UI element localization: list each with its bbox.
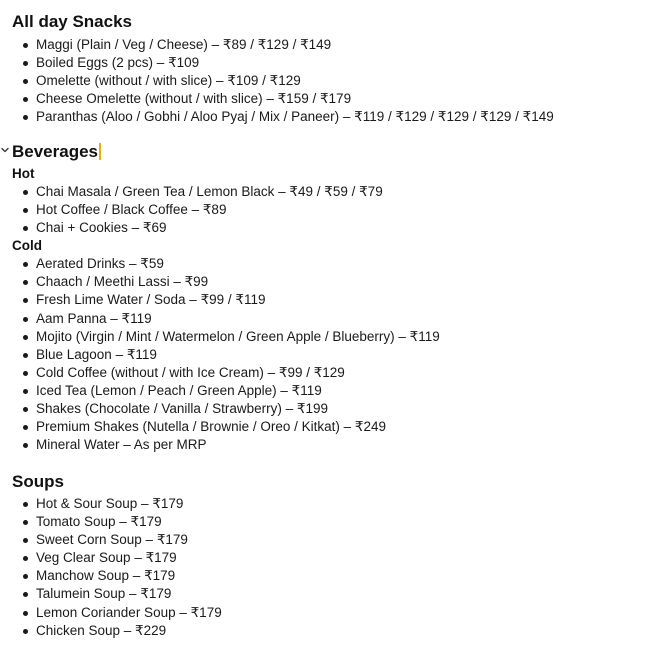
list-item[interactable] <box>12 400 642 418</box>
list-item-text: Talumein Soup – ₹179 <box>36 586 172 602</box>
bullet-dot-icon <box>23 298 28 303</box>
list-item[interactable] <box>12 255 642 273</box>
list-item-text: Mineral Water – As per MRP <box>36 437 207 453</box>
list-item[interactable] <box>12 549 642 567</box>
list-item[interactable] <box>12 273 642 291</box>
list-item-text: Chaach / Meethi Lassi – ₹99 <box>36 274 209 290</box>
list-item-text: Chicken Soup – ₹229 <box>36 622 167 638</box>
list-item-text: Boiled Eggs (2 pcs) – ₹109 <box>36 55 200 71</box>
bullet-dot-icon <box>23 79 28 84</box>
list-item-text: Chai Masala / Green Tea / Lemon Black – ₹49 / ₹59 / ₹79 <box>36 184 383 199</box>
list-item-text: Maggi (Plain / Veg / Cheese) – ₹89 / ₹129 / ₹149 <box>36 37 332 52</box>
chevron-down-icon[interactable] <box>1 146 9 154</box>
list-item-text: Chai + Cookies – ₹69 <box>36 220 167 236</box>
list-item-text: Lemon Coriander Soup – ₹179 <box>36 604 222 620</box>
list-item[interactable] <box>12 622 642 640</box>
section-soups <box>12 472 642 640</box>
list-hot-beverages <box>12 183 642 237</box>
list-item[interactable] <box>12 436 642 454</box>
list-item-text: Premium Shakes (Nutella / Brownie / Oreo / Kitkat) – ₹249 <box>36 419 386 435</box>
list-item[interactable] <box>12 513 642 531</box>
list-item[interactable] <box>12 585 642 603</box>
list-item[interactable] <box>12 201 642 219</box>
list-soups <box>12 495 642 640</box>
section-title-beverages-label: Beverages <box>12 142 99 161</box>
list-item-text: Manchow Soup – ₹179 <box>36 568 176 584</box>
list-item-text: Blue Lagoon – ₹119 <box>36 346 157 362</box>
bullet-dot-icon <box>23 97 28 102</box>
list-item[interactable] <box>12 604 642 622</box>
list-item[interactable] <box>12 183 642 201</box>
list-item-text: Sweet Corn Soup – ₹179 <box>36 532 188 548</box>
list-item[interactable] <box>12 364 642 382</box>
bullet-dot-icon <box>23 226 28 231</box>
bullet-dot-icon <box>23 61 28 66</box>
list-item-text: Veg Clear Soup – ₹179 <box>36 550 177 566</box>
list-item[interactable] <box>12 310 642 328</box>
bullet-dot-icon <box>23 335 28 340</box>
list-item[interactable] <box>12 531 642 549</box>
bullet-dot-icon <box>23 629 28 634</box>
bullet-dot-icon <box>23 371 28 376</box>
section-snacks <box>12 12 642 126</box>
list-item[interactable] <box>12 328 642 346</box>
bullet-dot-icon <box>23 556 28 561</box>
bullet-dot-icon <box>23 574 28 579</box>
list-item[interactable] <box>12 418 642 436</box>
bullet-dot-icon <box>23 592 28 597</box>
section-title-snacks[interactable]: All day Snacks <box>12 12 133 31</box>
section-title-soups[interactable]: Soups <box>12 472 64 491</box>
list-item[interactable] <box>12 90 642 108</box>
bullet-dot-icon <box>23 443 28 448</box>
list-snacks <box>12 36 642 126</box>
list-item[interactable] <box>12 346 642 364</box>
list-item[interactable] <box>12 567 642 585</box>
bullet-dot-icon <box>23 353 28 358</box>
bullet-dot-icon <box>23 115 28 120</box>
list-item[interactable] <box>12 36 642 54</box>
list-item[interactable] <box>12 291 642 309</box>
list-cold-beverages <box>12 255 642 454</box>
bullet-dot-icon <box>23 262 28 267</box>
list-item-text: Omelette (without / with slice) – ₹109 / ₹129 <box>36 73 301 89</box>
list-item[interactable] <box>12 54 642 72</box>
bullet-dot-icon <box>23 43 28 48</box>
bullet-dot-icon <box>23 520 28 525</box>
list-item-text: Fresh Lime Water / Soda – ₹99 / ₹119 <box>36 292 266 308</box>
bullet-dot-icon <box>23 407 28 412</box>
list-item-text: Cold Coffee (without / with Ice Cream) – ₹99 / ₹129 <box>36 364 345 380</box>
list-item[interactable] <box>12 72 642 90</box>
list-item-text: Tomato Soup – ₹179 <box>36 514 162 530</box>
list-item[interactable] <box>12 382 642 400</box>
list-item[interactable] <box>12 495 642 513</box>
list-item-text: Aam Panna – ₹119 <box>36 310 152 326</box>
list-item[interactable] <box>12 108 642 126</box>
bullet-dot-icon <box>23 280 28 285</box>
list-item-text: Hot & Sour Soup – ₹179 <box>36 496 184 511</box>
list-item-text: Mojito (Virgin / Mint / Watermelon / Green Apple / Blueberry) – ₹119 <box>36 328 440 344</box>
bullet-dot-icon <box>23 425 28 430</box>
bullet-dot-icon <box>23 611 28 616</box>
section-title-beverages[interactable] <box>12 142 642 162</box>
bullet-dot-icon <box>23 502 28 507</box>
list-item-text: Cheese Omelette (without / with slice) – ₹159 / ₹179 <box>36 91 352 107</box>
list-item-text: Hot Coffee / Black Coffee – ₹89 <box>36 202 227 218</box>
list-item[interactable] <box>12 219 642 237</box>
list-item-text: Paranthas (Aloo / Gobhi / Aloo Pyaj / Mix / Paneer) – ₹119 / ₹129 / ₹129 / ₹129 / ₹149 <box>36 109 554 125</box>
bullet-dot-icon <box>23 208 28 213</box>
bullet-dot-icon <box>23 190 28 195</box>
text-cursor <box>99 143 101 160</box>
bullet-dot-icon <box>23 538 28 543</box>
subsection-title-cold: Cold <box>12 238 42 254</box>
section-beverages <box>12 142 642 454</box>
bullet-dot-icon <box>23 389 28 394</box>
subsection-title-hot: Hot <box>12 166 35 181</box>
list-item-text: Aerated Drinks – ₹59 <box>36 256 164 272</box>
bullet-dot-icon <box>23 317 28 322</box>
list-item-text: Iced Tea (Lemon / Peach / Green Apple) – ₹119 <box>36 382 322 398</box>
list-item-text: Shakes (Chocolate / Vanilla / Strawberry) – ₹199 <box>36 401 328 417</box>
